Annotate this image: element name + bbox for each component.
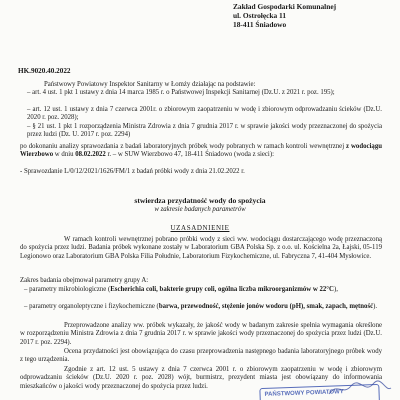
recipient-street: ul. Ostrołęcka 11 <box>233 10 287 20</box>
analysis-post: r. – w SUW Wierzbowo 47, 18-411 Śniadowo (woda z sieci): <box>105 151 274 159</box>
legal-basis-1-text: art. 4 ust. 1 pkt 1 ustawy z dnia 14 marca 1985 r. o Państwowej Inspekcji Sanitarnej (Dz.U. z 2021 r. poz. 195); <box>32 89 335 96</box>
bullet-dash: – <box>27 123 33 130</box>
analysis-text <box>20 143 382 160</box>
bullet-dash: – <box>27 89 33 96</box>
analysis-mid: w dniu <box>53 151 76 159</box>
justification-paragraph-1: W ramach kontroli wewnętrznej pobrano próbki wody z sieci ww. wodociągu dostarczającego wodę przeznaczoną do spożycia przez ludzi. Badania próbek wykonane zostały w Laboratorium GBA Polska Sp. z o.o. ul. Kościelna 2a, Łajski, 05-119 Legionowo oraz Laboratorium GBA Polska Filia Południe, Laboratorium Fizykochemiczne, ul. Fabryczna 7, 41-404 Mysłowice. <box>20 236 382 260</box>
analysis-pre: po dokonaniu analizy sprawozdania z badań laboratoryjnych próbek wody pobranych w ramach kontroli wewnętrznej <box>20 143 347 150</box>
legal-basis-2-text: art. 12 ust. 1 ustawy z dnia 7 czerwca 2001r. o zbiorowym zaopatrzeniu w wodę i zbiorowym odprowadzaniu ścieków (Dz.U. 2020 r. poz. 2028); <box>27 106 382 122</box>
analysis-date: 08.02.2022 <box>75 151 106 159</box>
justification-paragraph-2: Przeprowadzone analizy ww. próbek wykazały, że jakość wody w badanym zakresie spełnia wymagania określone w rozporządzeniu Ministra Zdrowia z dnia 7 grudnia 2017 r. w sprawie jakości wody przeznaczonej do spożycia przez ludzi (Dz.U. 2017 r. poz. 2294). <box>20 322 382 346</box>
param-2-list: barwa, przewodność, stężenie jonów wodoru (pH), smak, zapach, mętność <box>158 303 374 310</box>
case-number: HK.9020.40.2022 <box>18 67 71 75</box>
signature-mark <box>325 380 395 398</box>
decision-title: stwierdza przydatność wody do spożycia <box>134 196 266 205</box>
recipient-name: Zakład Gospodarki Komunalnej <box>233 2 337 11</box>
parameter-group-1 <box>24 286 382 294</box>
justification-heading: UZASADNIENIE <box>170 224 230 232</box>
justification-paragraph-3: Ocena przydatności jest obowiązująca do czasu przeprowadzenia następnego badania laboratoryjnego próbek wody z tego urządzenia. <box>20 348 382 364</box>
intro-text: Państwowy Powiatowy Inspektor Sanitarny w Łomży działając na podstawie: <box>44 81 256 88</box>
bullet-dash: – <box>27 106 33 113</box>
recipient-address <box>233 3 393 29</box>
parameter-group-2 <box>24 303 382 311</box>
param-1-list: Escherichia coli, bakterie grupy coli, ogólna liczba mikroorganizmów w 22°C <box>110 286 334 293</box>
analysis-source: z wodociągu Wierzbowo <box>20 143 382 159</box>
report-reference: - Sprawozdanie L/0/12/2021/1626/FM/1 z badań próbki wody z dnia 21.02.2022 r. <box>20 168 245 175</box>
param-1-pre: parametry mikrobiologiczne ( <box>29 286 111 293</box>
bullet-dash: – <box>24 286 30 293</box>
legal-basis-3-text: § 21 ust. 1 pkt 1 rozporządzenia Ministra Zdrowia z dnia 7 grudnia 2017 r. w sprawie jakości wody przeznaczonej do spożycia przez ludzi (Dz. U. 2017 r. poz. 2294) <box>27 123 382 139</box>
scope-text: Zakres badania obejmował parametry grupy A: <box>20 277 149 284</box>
param-1-post: ), <box>333 286 338 293</box>
stamp-text: PAŃSTWOWY POWIATOWY <box>264 389 344 398</box>
bullet-dash: – <box>24 303 30 310</box>
justification-paragraph-4: Zgodnie z art. 12 ust. 5 ustawy z dnia 7 czerwca 2001 r. o zbiorowym zaopatrzeniu w wodę i zbiorowym odprowadzaniu ścieków (Dz.U. 2020 r. poz. 2028) wójt, burmistrz, prezydent miasta jest obowiązany do informowania mieszkańców o jakości wody przeznaczonej do spożycia przez ludzi. <box>20 366 382 390</box>
legal-basis-1 <box>27 89 382 97</box>
legal-basis-3 <box>27 123 382 140</box>
recipient-city: 18-411 Śniadowo <box>233 19 287 29</box>
legal-basis-2 <box>27 106 382 123</box>
param-2-pre: parametry organoleptyczne i fizykochemiczne ( <box>29 303 159 310</box>
decision-subtitle: w zakresie badanych parametrów <box>154 206 246 213</box>
param-2-post: ). <box>373 303 378 310</box>
